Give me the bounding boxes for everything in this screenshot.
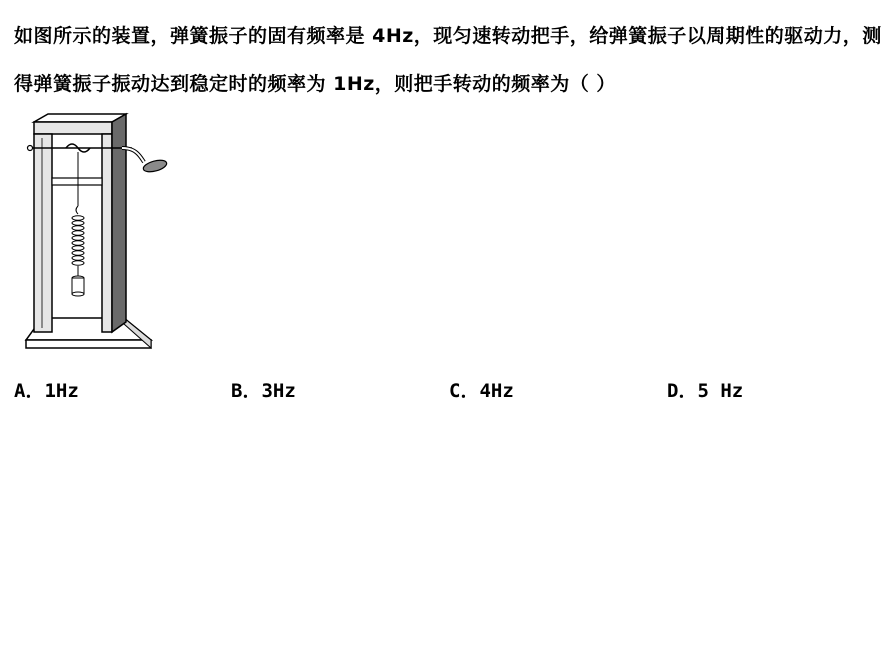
- option-c[interactable]: C．4Hz: [449, 380, 514, 402]
- base-front: [26, 340, 151, 348]
- frame-top-face: [34, 114, 126, 122]
- axle-end-left: [28, 146, 33, 151]
- option-a[interactable]: A．1Hz: [14, 380, 79, 402]
- answer-options: [14, 376, 884, 406]
- weight-bottom: [72, 292, 84, 296]
- spring-hook: [76, 206, 78, 214]
- right-post-front: [102, 134, 112, 332]
- option-b[interactable]: B．3Hz: [231, 380, 296, 402]
- option-d[interactable]: D．5 Hz: [667, 380, 744, 402]
- crank-handle-grip: [142, 158, 168, 174]
- left-post-front: [34, 134, 52, 332]
- spring-oscillator-apparatus-figure: [12, 110, 172, 362]
- question-stem: 如图所示的装置，弹簧振子的固有频率是 4Hz，现匀速转动把手，给弹簧振子以周期性的驱动力，测得弹簧振子振动达到稳定时的频率为 1Hz，则把手转动的频率为（ ）: [14, 25, 882, 95]
- frame-top-front: [34, 122, 112, 134]
- spring-coils: [72, 216, 84, 265]
- cross-bar: [52, 178, 102, 185]
